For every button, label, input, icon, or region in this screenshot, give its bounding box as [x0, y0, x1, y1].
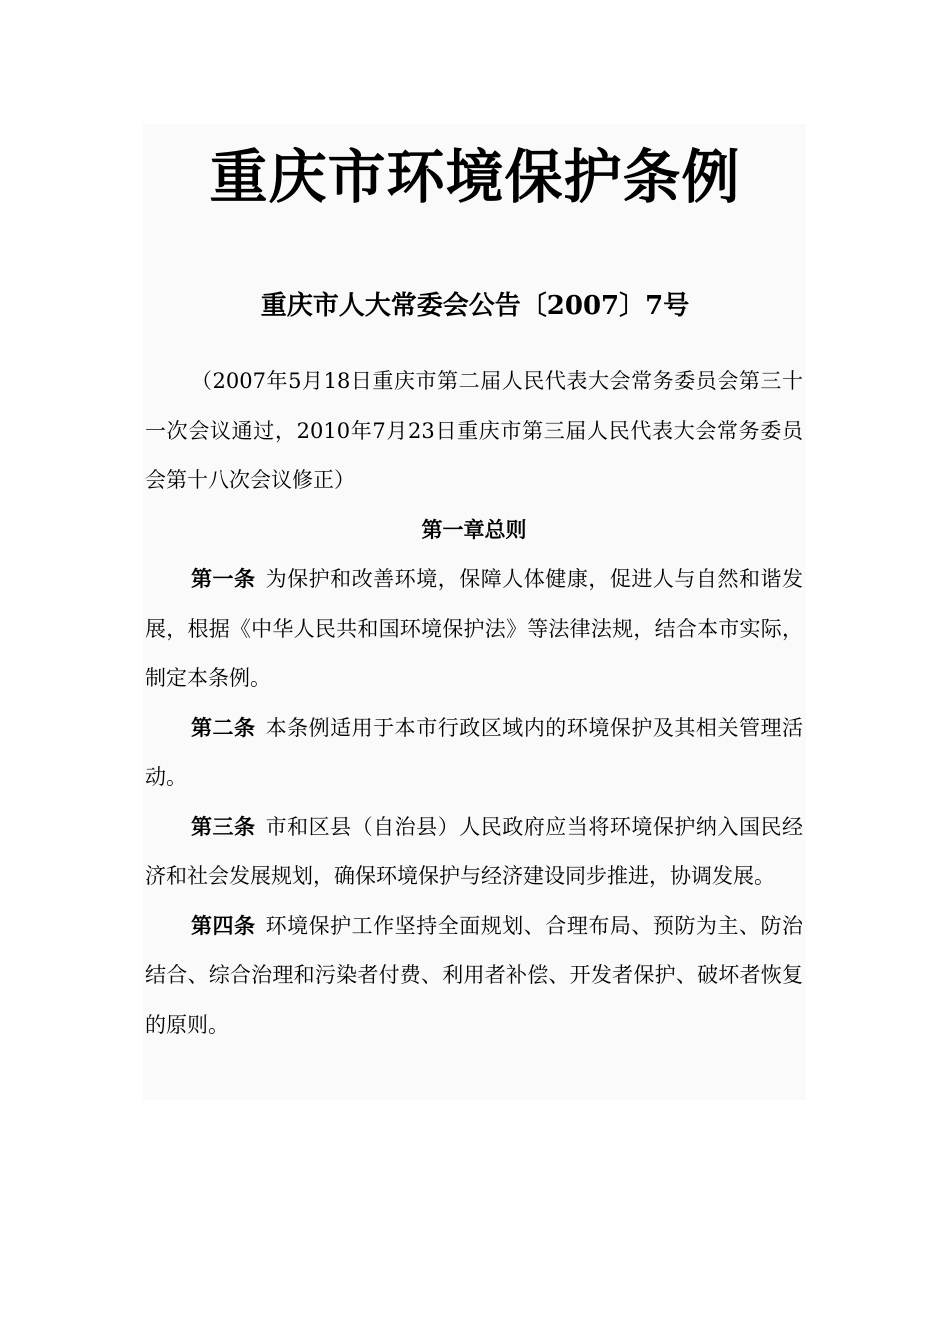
announcement-number: 重庆市人大常委会公告〔2007〕7号 — [260, 291, 690, 321]
adoption-note: （2007年5月18日重庆市第二届人民代表大会常务委员会第三十一次会议通过，2010年7月23日重庆市第三届人民代表大会常务委员会第十八次会议修正） — [145, 369, 803, 492]
article-paragraph — [145, 803, 803, 902]
article-number: 第二条 — [191, 715, 256, 740]
article-number: 第四条 — [191, 913, 256, 938]
document-title: 重庆市环境保护条例 — [209, 143, 741, 211]
article-number: 第三条 — [191, 814, 256, 839]
chapter-heading: 第一章总则 — [421, 517, 527, 542]
article-text: 为保护和改善环境，保障人体健康，促进人与自然和谐发展，根据《中华人民共和国环境保护法》等法律法规，结合本市实际，制定本条例。 — [145, 567, 804, 690]
article-text: 本条例适用于本市行政区域内的环境保护及其相关管理活动。 — [145, 715, 804, 789]
article-paragraph — [145, 704, 803, 803]
article-paragraph — [145, 902, 803, 1051]
article-number: 第一条 — [191, 567, 256, 591]
article-text: 环境保护工作坚持全面规划、合理布局、预防为主、防治结合、综合治理和污染者付费、利用者补偿、开发者保护、破坏者恢复的原则。 — [145, 913, 804, 1037]
document-body — [145, 357, 803, 1050]
article-paragraph — [145, 555, 803, 704]
article-text: 市和区县（自治县）人民政府应当将环境保护纳入国民经济和社会发展规划，确保环境保护与经济建设同步推进，协调发展。 — [145, 814, 804, 888]
